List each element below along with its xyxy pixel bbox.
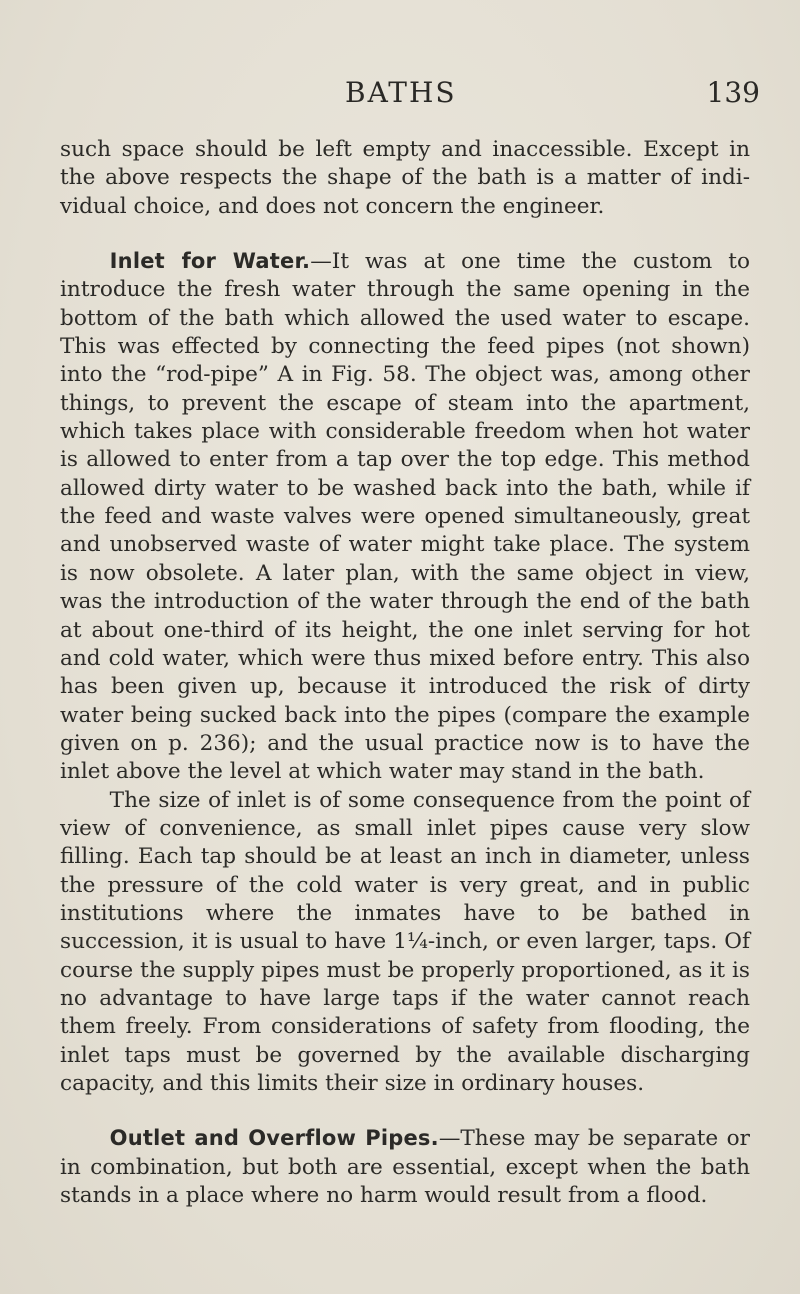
paragraph-text: —These may be separate or in combination, but both are essential, except when the bath stands in a place where no harm would result from a flood.	[60, 1126, 750, 1209]
paragraph-size-of-inlet	[60, 787, 750, 1099]
running-title: BATHS	[345, 76, 457, 109]
running-head	[0, 76, 800, 116]
run-in-heading: Inlet for Water.	[109, 249, 311, 274]
paragraph-inlet-for-water	[60, 247, 750, 787]
paragraph-text: —It was at one time the custom to introduce the fresh water through the same opening in the bottom of the bath which allowed the used water to escape. This was effected by connecting the feed pipes (not shown) into the “rod-pipe” A in Fig. 58. The object was, among other things, to prevent the escape of steam into the apartment, which takes place with considerable freedom when hot water is allowed to enter from a tap over the top edge. This method allowed dirty water to be washed back into the bath, while if the feed and waste valves were opened simultaneously, great and unobserved waste of water might take place. The system is now obsolete. A later plan, with the same object in view, was the introduction of the water through the end of the bath at about one-third of its height, the one inlet serving for hot and cold water, which were thus mixed before entry. This also has been given up, because it introduced the risk of dirty water being sucked back into the pipes (compare the example given on p. 236); and the usual practice now is to have the inlet above the level at which water may stand in the bath.	[60, 249, 750, 785]
page-number: 139	[706, 76, 760, 109]
paragraph-outlet-and-overflow	[60, 1124, 750, 1210]
paragraph-text: The size of inlet is of some consequence from the point of view of convenience, as small inlet pipes cause very slow filling. Each tap should be at least an inch in diameter, unless the pressure of the cold water is very great, and in public institutions where the inmates have to be bathed in succession, it is usual to have 1¼-inch, or even larger, taps. Of course the supply pipes must be properly proportioned, as it is no advantage to have large taps if the water cannot reach them freely. From considerations of safety from flooding, the inlet taps must be governed by the available discharging capacity, and this limits their size in ordinary houses.	[60, 787, 750, 1096]
paragraph-text: such space should be left empty and inaccessible. Except in the above respects the shape of the bath is a matter of indi-vidual choice, and does not concern the engineer.	[60, 137, 750, 219]
run-in-heading: Outlet and Overflow Pipes.	[109, 1126, 439, 1151]
body-text	[60, 136, 750, 1210]
paragraph-continued	[60, 136, 750, 221]
